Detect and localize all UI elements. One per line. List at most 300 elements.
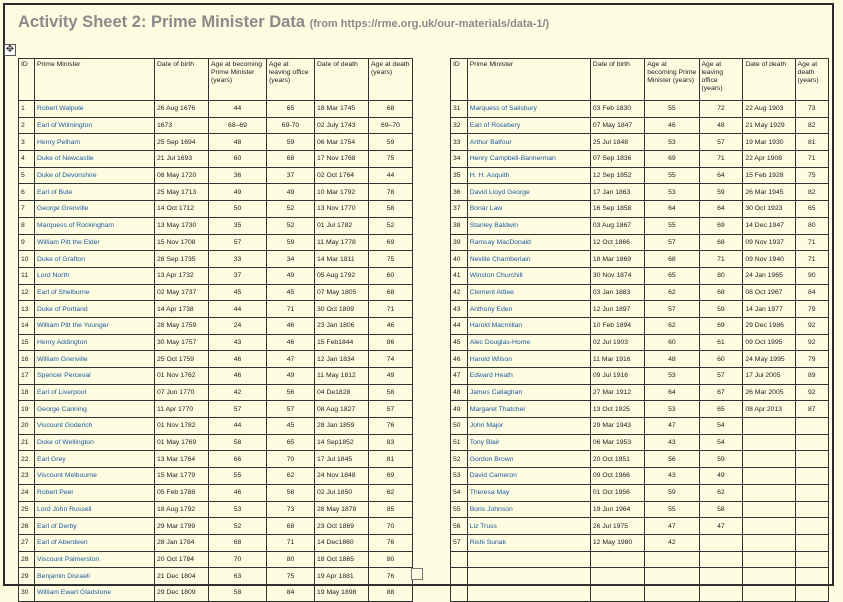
cell-age-becoming: 57: [645, 301, 699, 318]
table-row: [451, 434, 829, 451]
cell-age-at-death: 78: [369, 184, 413, 201]
cell-date-of-death: [743, 434, 795, 451]
cell-age-leaving: 84: [267, 584, 315, 601]
cell-prime-minister[interactable]: Earl of Derby: [35, 518, 155, 535]
cell-prime-minister[interactable]: Spencer Perceval: [35, 368, 155, 385]
cell-id: 36: [451, 184, 468, 201]
cell-age-leaving: 45: [267, 418, 315, 435]
cell-date-of-birth: 07 May 1847: [590, 117, 644, 134]
cell-id: 30: [19, 584, 35, 601]
cell-age-becoming: 44: [209, 101, 267, 118]
cell-age-leaving: 59: [699, 301, 743, 318]
cell-age-at-death: 52: [369, 217, 413, 234]
cell-age-at-death: 46: [369, 317, 413, 334]
cell-age-becoming: 58: [209, 434, 267, 451]
cell-prime-minister[interactable]: Earl of Aberdeen: [35, 534, 155, 551]
cell-id: 28: [19, 551, 35, 568]
cell-date-of-death: 30 Oct 1809: [315, 301, 369, 318]
cell-age-becoming: [645, 568, 699, 585]
cell-age-leaving: 68: [699, 284, 743, 301]
cell-prime-minister[interactable]: Marquess of Rockingham: [35, 217, 155, 234]
cell-age-at-death: [795, 484, 828, 501]
cell-age-at-death: 79: [795, 351, 828, 368]
cell-prime-minister[interactable]: Henry Campbell-Bannerman: [467, 151, 590, 168]
cell-prime-minister[interactable]: Tony Blair: [467, 434, 590, 451]
cell-prime-minister[interactable]: Duke of Grafton: [35, 251, 155, 268]
cell-id: 48: [451, 384, 468, 401]
cell-age-at-death: 58: [369, 201, 413, 218]
title-text: Activity Sheet 2: Prime Minister Data: [18, 13, 306, 31]
cell-prime-minister[interactable]: James Callaghan: [467, 384, 590, 401]
cell-age-becoming: 55: [645, 217, 699, 234]
cell-age-leaving: 61: [699, 334, 743, 351]
cell-age-leaving: 75: [267, 568, 315, 585]
cell-id: 23: [19, 468, 35, 485]
cell-prime-minister[interactable]: George Canning: [35, 401, 155, 418]
table-row: [451, 151, 829, 168]
cell-date-of-death: [743, 584, 795, 601]
cell-date-of-birth: 06 Mar 1953: [590, 434, 644, 451]
cell-prime-minister[interactable]: Henry Pelham: [35, 134, 155, 151]
cell-id: 27: [19, 534, 35, 551]
cell-id: 5: [19, 167, 35, 184]
cell-date-of-birth: 03 Aug 1867: [590, 217, 644, 234]
cell-age-leaving: [699, 551, 743, 568]
cell-prime-minister[interactable]: William Pitt the Younger: [35, 317, 155, 334]
cell-prime-minister[interactable]: Henry Addington: [35, 334, 155, 351]
table-row: [19, 484, 413, 501]
cell-date-of-death: 26 Mar 1945: [743, 184, 795, 201]
cell-date-of-death: [743, 551, 795, 568]
table-row: [451, 401, 829, 418]
cell-id: 20: [19, 418, 35, 435]
cell-prime-minister[interactable]: Viscount Goderich: [35, 418, 155, 435]
cell-prime-minister[interactable]: Margaret Thatcher: [467, 401, 590, 418]
cell-date-of-birth: 29 Mar 1799: [155, 518, 209, 535]
cell-prime-minister[interactable]: William Grenville: [35, 351, 155, 368]
cell-age-at-death: 82: [795, 184, 828, 201]
cell-id: 53: [451, 468, 468, 485]
header-id: ID: [19, 59, 35, 101]
cell-age-leaving: 70: [267, 451, 315, 468]
cell-id: 22: [19, 451, 35, 468]
cell-age-becoming: 53: [645, 368, 699, 385]
header-prime-minister: Prime Minister: [467, 59, 590, 101]
cell-age-at-death: 70: [369, 518, 413, 535]
cell-date-of-death: 29 Dec 1986: [743, 317, 795, 334]
table-row: [19, 501, 413, 518]
cell-age-at-death: 81: [795, 134, 828, 151]
cell-age-becoming: 64: [645, 201, 699, 218]
cell-prime-minister: [467, 551, 590, 568]
cell-age-becoming: 55: [209, 468, 267, 485]
cell-age-at-death: 75: [795, 167, 828, 184]
cell-id: 1: [19, 101, 35, 118]
cell-date-of-death: 14 Sep1852: [315, 434, 369, 451]
cell-prime-minister[interactable]: Duke of Wellington: [35, 434, 155, 451]
cell-prime-minister[interactable]: Earl Grey: [35, 451, 155, 468]
cell-date-of-birth: 26 Jul 1975: [590, 518, 644, 535]
cell-age-at-death: [795, 468, 828, 485]
cell-prime-minister[interactable]: Stanley Baldwin: [467, 217, 590, 234]
table-row: [19, 334, 413, 351]
cell-prime-minister[interactable]: Duke of Newcastle: [35, 151, 155, 168]
cell-age-at-death: 85: [369, 501, 413, 518]
cell-age-leaving: 58: [699, 501, 743, 518]
cell-date-of-birth: 28 Sep 1735: [155, 251, 209, 268]
cell-date-of-birth: 13 Mar 1764: [155, 451, 209, 468]
cell-date-of-birth: 01 May 1769: [155, 434, 209, 451]
cell-age-becoming: 53: [645, 401, 699, 418]
cell-age-leaving: 67: [699, 384, 743, 401]
cell-prime-minister[interactable]: Liz Truss: [467, 518, 590, 535]
cell-prime-minister[interactable]: Winston Churchill: [467, 267, 590, 284]
cell-id: 56: [451, 518, 468, 535]
cell-date-of-birth: 28 Jan 1784: [155, 534, 209, 551]
cell-age-becoming: 46: [209, 368, 267, 385]
cell-date-of-birth: 14 Apr 1738: [155, 301, 209, 318]
cell-prime-minister[interactable]: Marquess of Salisbury: [467, 101, 590, 118]
cell-age-at-death: [795, 434, 828, 451]
table-row: [451, 518, 829, 535]
table-row: [19, 284, 413, 301]
cell-date-of-birth: 05 Feb 1788: [155, 484, 209, 501]
cell-prime-minister[interactable]: Duke of Portland: [35, 301, 155, 318]
cell-date-of-death: 22 Aug 1903: [743, 101, 795, 118]
cell-date-of-death: 30 Oct 1923: [743, 201, 795, 218]
cell-date-of-death: [743, 418, 795, 435]
cell-date-of-birth: 18 Aug 1792: [155, 501, 209, 518]
cell-prime-minister[interactable]: Harold Wilson: [467, 351, 590, 368]
cell-date-of-death: 19 Apr 1881: [315, 568, 369, 585]
cell-date-of-death: 11 May 1778: [315, 234, 369, 251]
cell-age-leaving: 69: [699, 217, 743, 234]
cell-prime-minister[interactable]: David Lloyd George: [467, 184, 590, 201]
cell-age-at-death: 74: [369, 351, 413, 368]
cell-age-leaving: 71: [267, 534, 315, 551]
cell-age-becoming: 42: [645, 534, 699, 551]
cell-age-at-death: 89: [795, 368, 828, 385]
cell-id: 50: [451, 418, 468, 435]
cell-age-becoming: 68: [209, 534, 267, 551]
cell-prime-minister[interactable]: H. H. Asquith: [467, 167, 590, 184]
table-row: [19, 167, 413, 184]
cell-age-becoming: 65: [645, 267, 699, 284]
table-row: [19, 234, 413, 251]
table-row: [19, 551, 413, 568]
cell-id: 16: [19, 351, 35, 368]
cell-prime-minister[interactable]: Gordon Brown: [467, 451, 590, 468]
cell-age-at-death: [795, 534, 828, 551]
cell-age-becoming: 62: [645, 317, 699, 334]
cell-date-of-birth: 03 Jan 1883: [590, 284, 644, 301]
cell-date-of-birth: 29 Mar 1943: [590, 418, 644, 435]
cell-date-of-birth: 12 Jun 1897: [590, 301, 644, 318]
cell-date-of-birth: 13 May 1730: [155, 217, 209, 234]
cell-id: 41: [451, 267, 468, 284]
cell-prime-minister[interactable]: Earl of Rosebery: [467, 117, 590, 134]
cell-prime-minister[interactable]: Robert Peel: [35, 484, 155, 501]
cell-age-becoming: 56: [645, 451, 699, 468]
page-title: [18, 13, 549, 32]
header-age-at-death: Age at death (years): [795, 59, 828, 101]
header-date-of-death: Date of death: [743, 59, 795, 101]
cell-date-of-birth: 25 May 1713: [155, 184, 209, 201]
cell-prime-minister[interactable]: Viscount Palmerston: [35, 551, 155, 568]
cell-date-of-death: [743, 534, 795, 551]
cell-date-of-death: 06 Mar 1754: [315, 134, 369, 151]
cell-age-becoming: 53: [645, 184, 699, 201]
cell-id: 3: [19, 134, 35, 151]
cell-date-of-death: 04 De1828: [315, 384, 369, 401]
cell-age-leaving: 52: [267, 201, 315, 218]
cell-age-becoming: 55: [645, 501, 699, 518]
cell-prime-minister[interactable]: Robert Walpole: [35, 101, 155, 118]
table-row: [451, 551, 829, 568]
cell-id: 2: [19, 117, 35, 134]
cell-date-of-birth: 02 May 1737: [155, 284, 209, 301]
cell-prime-minister[interactable]: Harold Macmillan: [467, 317, 590, 334]
table-row: [19, 184, 413, 201]
cell-age-leaving: 68: [699, 234, 743, 251]
cell-age-at-death: 82: [795, 117, 828, 134]
cell-age-becoming: 60: [209, 151, 267, 168]
table-row: [451, 384, 829, 401]
cell-id: 45: [451, 334, 468, 351]
cell-age-leaving: 69-70: [267, 117, 315, 134]
cell-date-of-death: 02 July 1743: [315, 117, 369, 134]
table-row: [19, 351, 413, 368]
cell-age-becoming: 35: [209, 217, 267, 234]
cell-id: 29: [19, 568, 35, 585]
cell-date-of-birth: 09 Jul 1916: [590, 368, 644, 385]
table-row: [451, 117, 829, 134]
cell-age-becoming: 44: [209, 418, 267, 435]
cell-age-becoming: 52: [209, 518, 267, 535]
cell-id: 14: [19, 317, 35, 334]
cell-prime-minister[interactable]: John Major: [467, 418, 590, 435]
cell-id: 21: [19, 434, 35, 451]
cell-id: 31: [451, 101, 468, 118]
cell-age-at-death: 69–70: [369, 117, 413, 134]
table-row: [19, 518, 413, 535]
cell-age-leaving: 59: [267, 134, 315, 151]
cell-date-of-birth: 01 Nov 1782: [155, 418, 209, 435]
cell-date-of-birth: 30 May 1757: [155, 334, 209, 351]
cell-date-of-birth: 08 May 1720: [155, 167, 209, 184]
cell-date-of-birth: 12 May 1980: [590, 534, 644, 551]
cell-date-of-birth: 03 Feb 1830: [590, 101, 644, 118]
cell-id: [451, 584, 468, 601]
cell-prime-minister[interactable]: William Ewart Gladstone: [35, 584, 155, 601]
table-row: [19, 568, 413, 585]
cell-prime-minister[interactable]: Anthony Eden: [467, 301, 590, 318]
table-row: [451, 501, 829, 518]
table-row: [451, 317, 829, 334]
cell-age-leaving: 58: [267, 484, 315, 501]
cell-age-at-death: 76: [369, 418, 413, 435]
cell-age-at-death: 73: [795, 101, 828, 118]
table-row: [19, 117, 413, 134]
cell-id: 38: [451, 217, 468, 234]
table-header-row: [451, 59, 829, 101]
cell-age-at-death: 86: [369, 334, 413, 351]
cell-prime-minister[interactable]: George Grenville: [35, 201, 155, 218]
header-id: ID: [451, 59, 468, 101]
cell-age-leaving: 62: [699, 484, 743, 501]
table-row: [451, 201, 829, 218]
cell-age-leaving: [699, 584, 743, 601]
header-age-becoming: Age at becoming Prime Minister (years): [209, 59, 267, 101]
table-row: [19, 151, 413, 168]
cell-date-of-birth: 15 Mar 1779: [155, 468, 209, 485]
cell-prime-minister[interactable]: Lord John Russell: [35, 501, 155, 518]
cell-age-at-death: 92: [795, 384, 828, 401]
cell-age-leaving: 68: [267, 151, 315, 168]
cell-age-at-death: 87: [795, 401, 828, 418]
cell-date-of-death: 09 Nov 1940: [743, 251, 795, 268]
table-row: [451, 267, 829, 284]
cell-id: 13: [19, 301, 35, 318]
cell-id: 32: [451, 117, 468, 134]
cell-age-leaving: 49: [267, 267, 315, 284]
cell-age-leaving: 60: [699, 351, 743, 368]
cell-age-leaving: 46: [267, 334, 315, 351]
cell-age-at-death: 71: [795, 234, 828, 251]
cell-date-of-birth: 28 May 1759: [155, 317, 209, 334]
cell-age-becoming: 62: [645, 284, 699, 301]
cell-age-at-death: 71: [795, 151, 828, 168]
cell-prime-minister[interactable]: Alec Douglas-Home: [467, 334, 590, 351]
cell-prime-minister[interactable]: William Pitt the Elder: [35, 234, 155, 251]
cell-age-becoming: 24: [209, 317, 267, 334]
table-row: [451, 418, 829, 435]
cell-prime-minister: [467, 584, 590, 601]
cell-prime-minister[interactable]: David Cameron: [467, 468, 590, 485]
cell-age-leaving: 49: [267, 368, 315, 385]
cell-date-of-death: 19 Mar 1930: [743, 134, 795, 151]
table-row: [19, 434, 413, 451]
cell-age-leaving: 54: [699, 434, 743, 451]
cell-id: 17: [19, 368, 35, 385]
cell-age-becoming: 57: [645, 234, 699, 251]
cell-age-leaving: 59: [267, 234, 315, 251]
cell-prime-minister[interactable]: Duke of Devonshire: [35, 167, 155, 184]
cell-date-of-birth: 11 Mar 1916: [590, 351, 644, 368]
cell-age-becoming: 57: [209, 234, 267, 251]
cell-prime-minister[interactable]: Benjamin Disraeli: [35, 568, 155, 585]
cell-age-at-death: 80: [795, 217, 828, 234]
cell-age-becoming: 60: [645, 334, 699, 351]
table-row: [19, 134, 413, 151]
table-row: [451, 217, 829, 234]
cell-prime-minister[interactable]: Earl of Liverpool: [35, 384, 155, 401]
cell-id: 18: [19, 384, 35, 401]
cell-age-leaving: 65: [267, 434, 315, 451]
cell-id: 24: [19, 484, 35, 501]
cell-prime-minister[interactable]: Bonar Law: [467, 201, 590, 218]
cell-id: 8: [19, 217, 35, 234]
cell-date-of-death: 08 Apr 2013: [743, 401, 795, 418]
cell-age-becoming: 69: [645, 151, 699, 168]
cell-id: 11: [19, 267, 35, 284]
cell-age-becoming: 48: [645, 351, 699, 368]
cell-age-becoming: 48: [209, 134, 267, 151]
cell-age-becoming: 45: [209, 284, 267, 301]
cell-prime-minister[interactable]: Arthur Balfour: [467, 134, 590, 151]
cell-date-of-death: 14 Mar 1811: [315, 251, 369, 268]
table-move-handle-icon[interactable]: ✥: [5, 44, 15, 55]
cell-date-of-birth: 13 Oct 1925: [590, 401, 644, 418]
cell-age-becoming: 53: [645, 134, 699, 151]
cell-prime-minister[interactable]: Neville Chamberlain: [467, 251, 590, 268]
cell-date-of-birth: 12 Sep 1852: [590, 167, 644, 184]
cell-prime-minister[interactable]: Lord North: [35, 267, 155, 284]
cell-date-of-birth: 09 Oct 1966: [590, 468, 644, 485]
cell-prime-minister[interactable]: Ramsay MacDonald: [467, 234, 590, 251]
cell-age-becoming: 50: [209, 201, 267, 218]
cell-prime-minister[interactable]: Rishi Sunak: [467, 534, 590, 551]
cell-date-of-death: 15 Feb1844: [315, 334, 369, 351]
cell-prime-minister[interactable]: Edward Heath: [467, 368, 590, 385]
cell-date-of-death: [743, 518, 795, 535]
cell-date-of-death: [743, 501, 795, 518]
cell-date-of-death: 13 Nov 1770: [315, 201, 369, 218]
cell-date-of-death: 24 May 1995: [743, 351, 795, 368]
cell-age-leaving: 49: [699, 468, 743, 485]
cell-date-of-death: 08 Oct 1967: [743, 284, 795, 301]
cell-age-at-death: 88: [369, 584, 413, 601]
cell-date-of-birth: 20 Oct 1784: [155, 551, 209, 568]
table-row: [451, 484, 829, 501]
cell-prime-minister[interactable]: Earl of Wilmington: [35, 117, 155, 134]
cell-date-of-birth: 14 Oct 1712: [155, 201, 209, 218]
table-row: [451, 284, 829, 301]
cell-date-of-death: 17 Jul 2005: [743, 368, 795, 385]
table-row: [19, 418, 413, 435]
cell-date-of-birth: 01 Oct 1956: [590, 484, 644, 501]
table-row: [19, 217, 413, 234]
table-row: [19, 267, 413, 284]
cell-prime-minister[interactable]: Clement Attlee: [467, 284, 590, 301]
cell-prime-minister: [467, 568, 590, 585]
cell-age-leaving: [699, 534, 743, 551]
cell-age-at-death: 60: [369, 267, 413, 284]
cell-age-becoming: 46: [209, 484, 267, 501]
cell-date-of-birth: 25 Oct 1759: [155, 351, 209, 368]
header-age-leaving: Age at leaving office (years): [699, 59, 743, 101]
cell-age-at-death: 62: [369, 484, 413, 501]
cell-age-at-death: 83: [369, 434, 413, 451]
cell-prime-minister[interactable]: Earl of Bute: [35, 184, 155, 201]
cell-age-becoming: 33: [209, 251, 267, 268]
cell-date-of-death: 17 Nov 1768: [315, 151, 369, 168]
table-row: [19, 317, 413, 334]
cell-age-leaving: 34: [267, 251, 315, 268]
cell-prime-minister[interactable]: Viscount Melbourne: [35, 468, 155, 485]
cell-age-becoming: 43: [645, 434, 699, 451]
cell-date-of-birth: 10 Feb 1894: [590, 317, 644, 334]
cell-date-of-death: 14 Dec 1947: [743, 217, 795, 234]
cell-prime-minister[interactable]: Earl of Shelburne: [35, 284, 155, 301]
cell-prime-minister[interactable]: Boris Johnson: [467, 501, 590, 518]
cell-date-of-birth: 21 Jul 1693: [155, 151, 209, 168]
cell-date-of-death: [743, 451, 795, 468]
cell-date-of-birth: 07 Sep 1836: [590, 151, 644, 168]
cell-age-at-death: 58: [369, 384, 413, 401]
header-date-of-death: Date of death: [315, 59, 369, 101]
cell-prime-minister[interactable]: Theresa May: [467, 484, 590, 501]
